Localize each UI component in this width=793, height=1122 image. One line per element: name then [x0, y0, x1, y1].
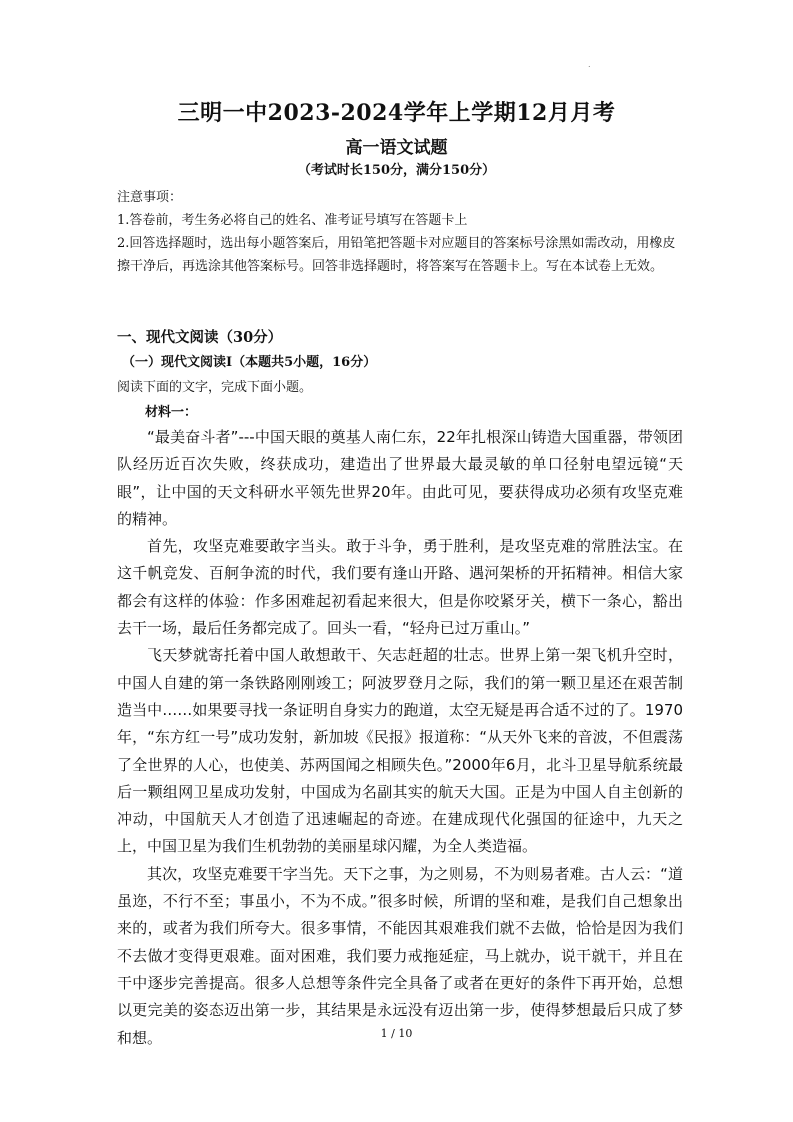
paragraph: 其次，攻坚克难要干字当先。天下之事，为之则易，不为则易者难。古人云：“道虽迩，不行不至；事虽小，不为不成。”很多时候，所谓的坚和难，是我们自己想象出来的，或者为我们所夸大。很多事情，不能因其艰难我们就不去做，恰恰是因为我们不去做才变得更艰难。面对困难，我们要力戒拖延症，马上就办，说干就干，并且在干中逐步完善提高。很多人总想等条件完全具备了或者在更好的条件下再开始，总想以更完美的姿态迈出第一步，其结果是永远没有迈出第一步，使得梦想最后只成了梦和想。: [117, 864, 683, 1047]
paragraph: 首先，攻坚克难要敢字当头。敢于斗争，勇于胜利，是攻坚克难的常胜法宝。在这千帆竞发、百舸争流的时代，我们要有逢山开路、遇河架桥的开拓精神。相信大家都会有这样的体验：作多困难起初看起来很大，但是你咬紧牙关，横下一条心，豁出去干一场，最后任务都完成了。回头一看，“轻舟已过万重山。”: [117, 537, 683, 638]
exam-meta: （考试时长150分，满分150分）: [297, 163, 496, 178]
exam-title: 三明一中2023-2024学年上学期12月月考: [177, 100, 616, 126]
exam-subtitle: 高一语文试题: [345, 138, 448, 158]
reading-instruction: 阅读下面的文字，完成下面小题。: [117, 380, 313, 395]
notes-block: [117, 186, 677, 278]
paragraph: 飞天梦就寄托着中国人敢想敢干、矢志赶超的壮志。世界上第一架飞机升空时，中国人自建的第一条铁路刚刚竣工；阿波罗登月之际，我们的第一颗卫星还在艰苦制造当中……如果要寻找一条证明自身实力的跑道，太空无疑是再合适不过的了。1970年，“东方红一号”成功发射，新加坡《民报》报道称：“从天外飞来的音波，不但震荡了全世界的人心，也使美、苏两国闻之相顾失色。”2000年6月，北斗卫星导航系统最后一颗组网卫星成功发射，中国成为名副其实的航天大国。正是为中国人自主创新的冲动，中国航天人才创造了迅速崛起的奇迹。在建成现代化强国的征途中，九天之上，中国卫星为我们生机勃勃的美丽星球闪耀，为全人类造福。: [117, 646, 683, 856]
material-label: 材料一：: [145, 405, 198, 420]
material-text: [117, 424, 683, 1052]
section-sub-heading: （一）现代文阅读Ⅰ（本题共5小题，16分）: [122, 355, 377, 370]
paragraph: “最美奋斗者”---中国天眼的奠基人南仁东，22年扎根深山铸造大国重器，带领团队经历近百次失败，终获成功，建造出了世界最大最灵敏的单口径射电望远镜“天眼”，让中国的天文科研水平领先世界20年。由此可见，要获得成功必须有攻坚克难的精神。: [117, 428, 683, 528]
notes-item-1: 1.答卷前，考生务必将自己的姓名、准考证号填写在答题卡上: [117, 213, 468, 228]
page-number: 1 / 10: [380, 1027, 413, 1040]
notes-heading: 注意事项：: [117, 190, 183, 205]
corner-mark: .: [588, 60, 591, 69]
section-heading: 一、现代文阅读（30分）: [117, 329, 283, 346]
notes-item-2: 2.回答选择题时，选出每小题答案后，用铅笔把答题卡对应题目的答案标号涂黑如需改动，用橡皮擦干净后，再选涂其他答案标号。回答非选择题时，将答案写在答题卡上。写在本试卷上无效。: [117, 236, 676, 274]
